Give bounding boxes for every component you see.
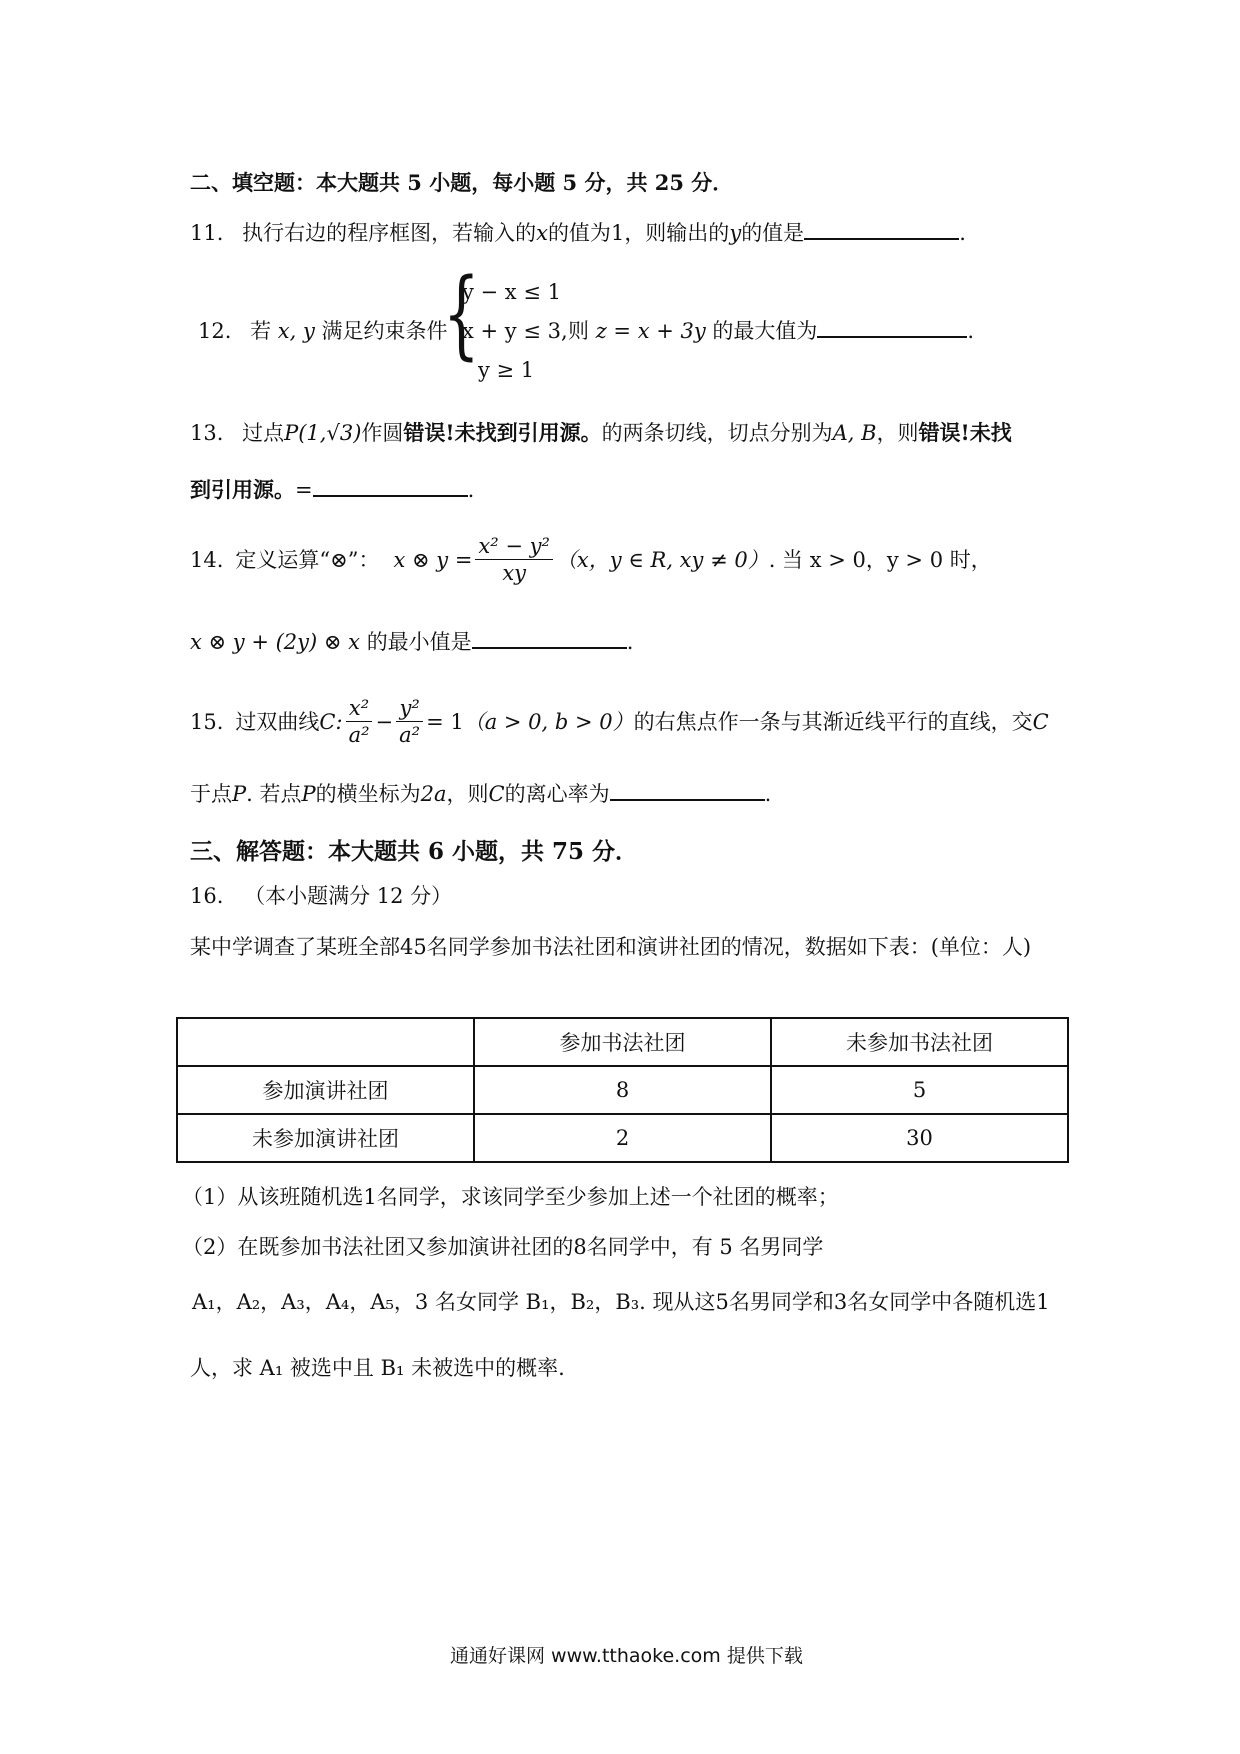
- punct: .: [764, 782, 772, 806]
- answer-blank[interactable]: [472, 629, 627, 649]
- objective-fn: z = x + 3y: [595, 319, 706, 343]
- math-point: P(1,√3): [284, 421, 362, 445]
- answer-blank[interactable]: [313, 477, 468, 497]
- math-var: x: [536, 221, 548, 245]
- question-12: [198, 317, 448, 345]
- math-var: C: [488, 782, 505, 806]
- question-text: 作圆: [361, 421, 404, 445]
- question-text: 的最大值为: [712, 319, 818, 343]
- fraction-numerator: x² − y²: [475, 533, 553, 560]
- table-header-cell: 参加书法社团: [474, 1018, 771, 1066]
- question-text: 的横坐标为: [315, 782, 421, 806]
- question-text: . 当 x > 0，y > 0 时，: [768, 547, 992, 572]
- question-text: 则: [568, 319, 589, 343]
- fraction-denominator: a²: [399, 723, 421, 747]
- answer-blank[interactable]: [610, 781, 765, 801]
- fraction-denominator: xy: [502, 561, 527, 585]
- question-16-header: [190, 882, 452, 910]
- math-var: P: [301, 782, 316, 806]
- question-text: ，则: [876, 421, 919, 445]
- question-text: 的最小值是: [366, 630, 472, 654]
- question-text: . 若点: [246, 782, 302, 806]
- question-number: 14.: [190, 547, 224, 572]
- math-var: y: [729, 221, 742, 245]
- question-text: 名同学参加书法社团和演讲社团的情况，数据如下表：(单位：人): [426, 935, 1032, 959]
- table-row-label: 未参加演讲社团: [177, 1114, 474, 1162]
- constraint-1: y − x ≤ 1: [462, 280, 561, 304]
- punct: .: [959, 221, 966, 245]
- fraction-numerator: x²: [346, 695, 372, 722]
- question-text: 于点: [190, 782, 232, 806]
- table-cell: 8: [474, 1066, 771, 1114]
- table-cell: 30: [771, 1114, 1068, 1162]
- ref-error-text: 错误!未找到引用源。: [403, 420, 602, 445]
- punct: .: [967, 319, 975, 343]
- fraction-denominator: a²: [348, 723, 370, 747]
- math-points: A, B: [832, 421, 877, 445]
- question-number: 16.: [190, 884, 224, 908]
- question-text: 过点: [242, 421, 285, 445]
- question-16-intro: [190, 933, 1031, 961]
- question-16-part-2-cont: A₁，A₂，A₃，A₄，A₅，3 名女同学 B₁，B₂，B₃. 现从这5名男同学和3名女同学中各随机选1: [192, 1290, 1050, 1314]
- question-text: 的两条切线，切点分别为: [601, 421, 833, 445]
- math-vars: x, y: [277, 319, 315, 343]
- section-heading-solve: 三、解答题：本大题共 6 小题，共 75 分．: [190, 838, 639, 865]
- question-number: 15.: [190, 709, 224, 734]
- question-number: 11.: [190, 221, 224, 245]
- fraction-numerator: y²: [396, 695, 422, 722]
- hyperbola-term-x: [346, 695, 373, 748]
- operation-condition: （x，y ∈ R, xy ≠ 0）: [555, 547, 769, 572]
- math-value: 1: [610, 221, 625, 245]
- hyperbola-term-y: [396, 695, 423, 748]
- punct: .: [467, 478, 475, 502]
- question-14: [190, 533, 992, 586]
- question-16-part-2: （2）在既参加书法社团又参加演讲社团的8名同学中，有 5 名男同学: [182, 1235, 824, 1259]
- table-header-row: [177, 1018, 1068, 1066]
- math-var: P: [232, 782, 247, 806]
- answer-blank[interactable]: [804, 220, 959, 240]
- question-text: 的右焦点作一条与其渐近线平行的直线，交: [633, 709, 1033, 734]
- table-row: [177, 1114, 1068, 1162]
- table-cell: 5: [771, 1066, 1068, 1114]
- ref-error-text: 错误!未找: [918, 420, 1012, 445]
- math-rhs: = 1: [426, 709, 464, 734]
- question-text: ，则输出的: [624, 221, 730, 245]
- punct: .: [626, 630, 634, 654]
- ref-error-text: 到引用源。: [190, 477, 295, 502]
- section-heading-fill-in: 二、填空题：本大题共 5 小题，每小题 5 分，共 25 分．: [190, 170, 734, 195]
- question-number: 13.: [190, 421, 224, 445]
- operation-fraction: [475, 533, 553, 586]
- constraint-2: x + y ≤ 3,: [462, 319, 568, 343]
- question-16-part-2-end: 人，求 A₁ 被选中且 B₁ 未被选中的概率.: [190, 1356, 565, 1380]
- question-text: 过双曲线: [235, 709, 320, 734]
- table-header-cell: [177, 1018, 474, 1066]
- question-text: 的值为: [547, 221, 611, 245]
- question-text: 的离心率为: [504, 782, 610, 806]
- question-15: [190, 695, 1049, 748]
- math-value: 2a: [420, 782, 447, 806]
- answer-blank[interactable]: [817, 318, 967, 338]
- question-score: （本小题满分 12 分）: [244, 884, 453, 908]
- math-minus: −: [375, 709, 394, 734]
- survey-table: [176, 1017, 1069, 1163]
- table-row-label: 参加演讲社团: [177, 1066, 474, 1114]
- question-text: ，则: [446, 782, 489, 806]
- question-13-cont: [190, 476, 474, 504]
- system-brace: {: [443, 258, 480, 370]
- table-row: [177, 1066, 1068, 1114]
- constraint-3: y ≥ 1: [478, 358, 535, 382]
- question-text: 若: [250, 319, 272, 343]
- question-text: 执行右边的程序框图，若输入的: [242, 221, 537, 245]
- question-16-part-1: （1）从该班随机选1名同学，求该同学至少参加上述一个社团的概率；: [182, 1185, 839, 1209]
- table-cell: 2: [474, 1114, 771, 1162]
- operation-lhs: x ⊗ y =: [393, 547, 473, 572]
- table-header-cell: 未参加书法社团: [771, 1018, 1068, 1066]
- hyperbola-condition: （a > 0, b > 0）: [463, 709, 634, 734]
- math-var: C: [1032, 709, 1049, 734]
- question-13: [190, 419, 1012, 447]
- curve-name: C:: [319, 709, 343, 734]
- question-12-tail: [568, 317, 974, 345]
- math-eq: =: [295, 478, 313, 502]
- question-number: 12.: [198, 319, 232, 343]
- question-11: [190, 219, 966, 247]
- question-text: 的值是: [741, 221, 805, 245]
- question-text: 满足约束条件: [321, 319, 448, 343]
- question-14-cont: [190, 628, 633, 656]
- page-footer: 通通好课网 www.tthaoke.com 提供下载: [450, 1645, 803, 1667]
- math-expression: x ⊗ y + (2y) ⊗ x: [190, 630, 360, 654]
- question-text: 某中学调查了某班全部: [190, 935, 400, 959]
- question-15-cont: [190, 780, 771, 808]
- question-text: 定义运算“⊗”：: [235, 547, 380, 572]
- math-value: 45: [400, 935, 427, 959]
